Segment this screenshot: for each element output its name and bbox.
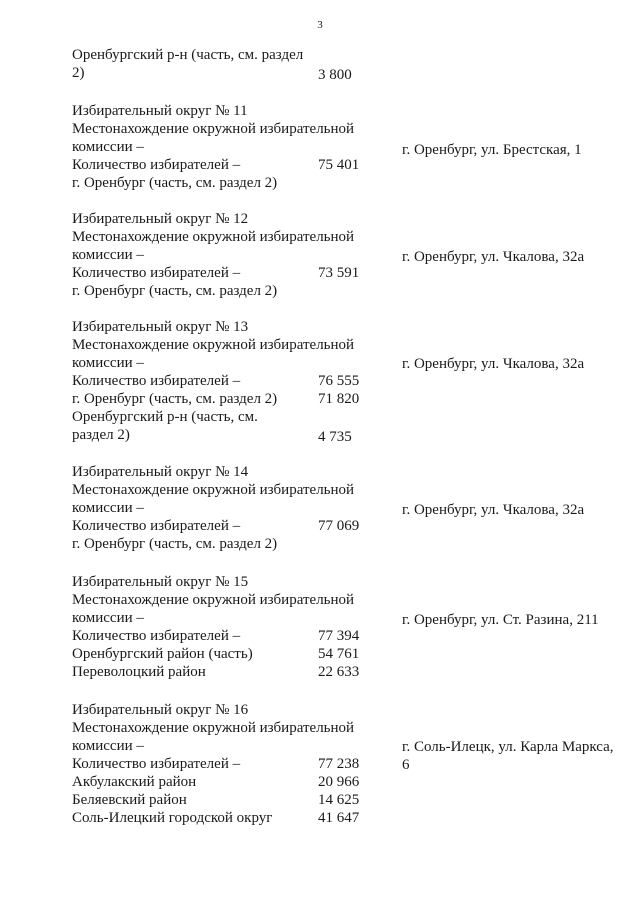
voters-total: 77 238	[318, 756, 360, 772]
commission-location-label: Местонахождение окружной избирательной	[72, 337, 355, 353]
district-title: Избирательный округ № 14	[72, 464, 249, 480]
commission-location-label: Местонахождение окружной избирательной	[72, 229, 355, 245]
commission-address: г. Оренбург, ул. Чкалова, 32а	[402, 356, 585, 372]
voters-label: Количество избирателей –	[72, 518, 241, 534]
commission-location-label: Местонахождение окружной избирательной	[72, 121, 355, 137]
voters-total: 73 591	[318, 265, 360, 281]
commission-address: г. Оренбург, ул. Чкалова, 32а	[402, 249, 585, 265]
district-title: Избирательный округ № 15	[72, 574, 249, 590]
voters-label: Количество избирателей –	[72, 756, 241, 772]
page-number: 3	[317, 19, 323, 31]
commission-address: г. Соль-Илецк, ул. Карла Маркса,	[402, 739, 614, 755]
commission-address: г. Оренбург, ул. Брестская, 1	[402, 142, 582, 158]
part-label: Оренбургский р-н (часть, см.	[72, 409, 258, 425]
voters-total: 76 555	[318, 373, 360, 389]
voters-label: Количество избирателей –	[72, 373, 241, 389]
commission-location-label: Местонахождение окружной избирательной	[72, 482, 355, 498]
part-count: 22 633	[318, 664, 360, 680]
intro-line2: 2)	[72, 65, 85, 81]
commission-location-label-cont: комиссии –	[72, 738, 144, 754]
part-count: 54 761	[318, 646, 360, 662]
commission-address-cont: 6	[402, 757, 410, 773]
intro-count: 3 800	[318, 67, 352, 83]
part-count: 20 966	[318, 774, 360, 790]
district-title: Избирательный округ № 11	[72, 103, 248, 119]
part-label: г. Оренбург (часть, см. раздел 2)	[72, 391, 278, 407]
part-label: г. Оренбург (часть, см. раздел 2)	[72, 175, 278, 191]
voters-total: 77 069	[318, 518, 360, 534]
part-label: Акбулакский район	[72, 774, 197, 790]
part-label: Соль-Илецкий городской округ	[72, 810, 273, 826]
district-title: Избирательный округ № 16	[72, 702, 249, 718]
voters-total: 75 401	[318, 157, 360, 173]
part-label: Беляевский район	[72, 792, 187, 808]
district-title: Избирательный округ № 13	[72, 319, 249, 335]
commission-location-label-cont: комиссии –	[72, 500, 144, 516]
voters-total: 77 394	[318, 628, 360, 644]
commission-location-label-cont: комиссии –	[72, 139, 144, 155]
commission-location-label-cont: комиссии –	[72, 355, 144, 371]
district-title: Избирательный округ № 12	[72, 211, 249, 227]
part-label: Переволоцкий район	[72, 664, 206, 680]
intro-line1: Оренбургский р-н (часть, см. раздел	[72, 47, 304, 63]
part-label: раздел 2)	[72, 427, 130, 443]
commission-location-label-cont: комиссии –	[72, 247, 144, 263]
commission-address: г. Оренбург, ул. Чкалова, 32а	[402, 502, 585, 518]
commission-address: г. Оренбург, ул. Ст. Разина, 211	[402, 612, 599, 628]
part-label: г. Оренбург (часть, см. раздел 2)	[72, 283, 278, 299]
commission-location-label: Местонахождение окружной избирательной	[72, 592, 355, 608]
part-count: 14 625	[318, 792, 360, 808]
voters-label: Количество избирателей –	[72, 157, 241, 173]
part-count: 4 735	[318, 429, 352, 445]
commission-location-label-cont: комиссии –	[72, 610, 144, 626]
part-count: 71 820	[318, 391, 360, 407]
commission-location-label: Местонахождение окружной избирательной	[72, 720, 355, 736]
part-label: г. Оренбург (часть, см. раздел 2)	[72, 536, 278, 552]
part-label: Оренбургский район (часть)	[72, 646, 253, 662]
voters-label: Количество избирателей –	[72, 628, 241, 644]
part-count: 41 647	[318, 810, 360, 826]
voters-label: Количество избирателей –	[72, 265, 241, 281]
